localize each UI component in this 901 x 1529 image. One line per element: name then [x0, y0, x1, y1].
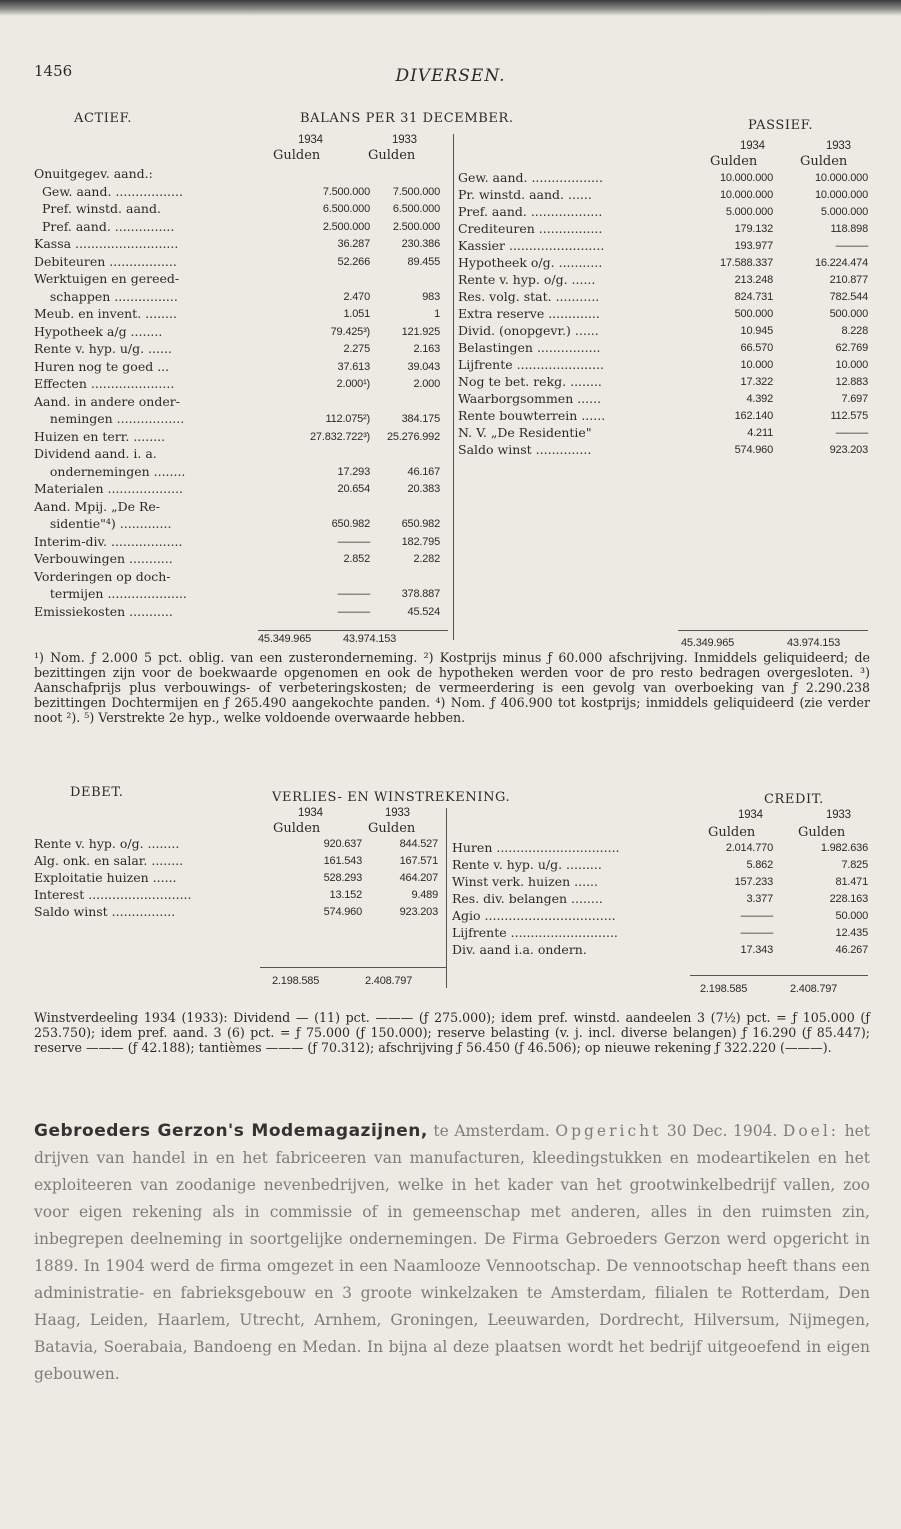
asset-row-value-1933: 7.500.000 [392, 185, 440, 198]
credit-row-label: Res. div. belangen ........ [452, 891, 603, 906]
credit-row-value-1933: 46.267 [835, 944, 868, 956]
asset-row-value-1934: 1.051 [343, 308, 370, 320]
pl-unit-1933: Gulden [368, 821, 416, 836]
asset-row-value-1933: 2.000 [413, 378, 440, 390]
credit-row-label: Agio ................................. [452, 908, 616, 923]
asset-row [34, 446, 440, 462]
asset-row-value-1934: 37.613 [337, 360, 370, 373]
liability-row-label: Kassier ........................ [458, 238, 605, 253]
liability-row [458, 425, 868, 441]
asset-row [34, 236, 440, 252]
liability-row-label: Hypotheek o/g. ........... [458, 255, 603, 270]
debit-row [34, 870, 438, 886]
liability-row-value-1933: 112.575 [830, 410, 868, 422]
liability-row-value-1933: 7.697 [841, 393, 868, 405]
credit-label: CREDIT. [764, 792, 824, 807]
asset-row-label: nemingen ................. [34, 411, 185, 426]
liability-row [458, 306, 868, 322]
asset-row [34, 569, 440, 585]
liability-row-label: Pr. winstd. aand. ...... [458, 187, 592, 202]
liability-row-label: Nog te bet. rekg. ........ [458, 374, 602, 389]
asset-row-label: Kassa .......................... [34, 236, 179, 251]
passief-label: PASSIEF. [748, 118, 814, 133]
unit-1934: Gulden [273, 148, 321, 163]
asset-row-value-1934: ——— [337, 588, 370, 600]
founded-date: 30 Dec. 1904. [661, 1122, 783, 1140]
asset-row [34, 411, 440, 427]
asset-row-value-1934: 7.500.000 [322, 185, 370, 198]
credit-row [452, 891, 868, 907]
liability-row-value-1934: 10.000.000 [719, 189, 773, 201]
asset-row-value-1934: 2.470 [343, 290, 370, 303]
debet-label: DEBET. [70, 785, 124, 800]
company-name: Gebroeders Gerzon's Modemagazijnen, [34, 1121, 428, 1141]
debit-row-label: Exploitatie huizen ...... [34, 870, 177, 885]
asset-row [34, 604, 440, 620]
profit-distribution: Winstverdeeling 1934 (1933): Dividend — (11) pct. ——— (ƒ 275.000); idem pref. winstd. aandeelen 3 (7½) pct. = ƒ 105.000 (ƒ 253.750); idem pref. aand. 3 (6) pct. = ƒ 75.000 (ƒ 150.000); reserve belasting (v. j. incl. diverse belangen) ƒ 16.290 (ƒ 85.447); reserve ——— (ƒ 42.188); tantièmes ——— (ƒ 70.312); afschrijving ƒ 56.450 (ƒ 46.506); op nieuwe rekening ƒ 322.220 (———). [34, 1010, 870, 1055]
asset-row-value-1934: 36.287 [337, 238, 370, 250]
credit-row-value-1933: 228.163 [829, 893, 868, 905]
asset-row-label: Aand. Mpij. „De Re- [34, 498, 161, 514]
liability-row [458, 340, 868, 356]
asset-row-value-1934: 2.500.000 [322, 220, 370, 233]
asset-row [34, 481, 440, 497]
debit-row [34, 853, 438, 869]
company-entry [34, 1118, 870, 1488]
asset-row-label: Werktuigen en gereed- [34, 271, 180, 286]
credit-row-value-1933: 50.000 [835, 910, 868, 922]
debit-row-value-1933: 9.489 [411, 889, 438, 901]
debit-row-value-1934: 528.293 [323, 872, 362, 884]
credit-row-value-1934: 2.014.770 [725, 842, 773, 854]
liability-row-label: Rente v. hyp. o/g. ...... [458, 272, 596, 287]
credit-row-value-1933: 81.471 [835, 876, 868, 888]
pl-unit-1934: Gulden [273, 821, 321, 836]
assets-total-rule [258, 630, 448, 631]
liability-row-value-1934: 4.392 [746, 393, 773, 405]
asset-row [34, 499, 440, 515]
liability-row [458, 170, 868, 186]
liability-row [458, 374, 868, 390]
asset-row-value-1934: 2.000¹) [336, 378, 370, 390]
liability-row-value-1933: 10.000 [835, 359, 868, 371]
credit-row-value-1934: 17.343 [740, 944, 773, 956]
debit-row-label: Rente v. hyp. o/g. ........ [34, 836, 180, 851]
asset-row [34, 376, 440, 392]
asset-row-label: sidentie"⁴) ............. [34, 516, 172, 531]
asset-row-label: Materialen ................... [34, 481, 184, 496]
liability-row-value-1933: 782.544 [829, 291, 868, 303]
assets-total-1933: 43.974.153 [343, 633, 397, 645]
liability-row-value-1933: ——— [835, 240, 868, 252]
credit-row-value-1933: 1.982.636 [820, 842, 868, 854]
liability-row [458, 408, 868, 424]
debit-row-label: Alg. onk. en salar. ........ [34, 853, 184, 868]
debit-row-value-1933: 844.527 [399, 838, 438, 850]
credit-row [452, 874, 868, 890]
liability-row-value-1934: 66.570 [740, 342, 773, 354]
liabilities-total-1933: 43.974.153 [787, 637, 841, 649]
asset-row-label: Onuitgegev. aand.: [34, 166, 153, 181]
asset-row-label: Gew. aand. ................. [34, 183, 183, 199]
asset-row-value-1933: 182.795 [401, 535, 440, 548]
liability-row [458, 221, 868, 237]
liabilities-total-1934: 45.349.965 [681, 637, 735, 649]
asset-row [34, 324, 440, 340]
asset-row [34, 184, 440, 200]
asset-row-value-1933: 25.276.992 [386, 430, 440, 443]
debit-row [34, 904, 438, 920]
year-1934-right: 1934 [740, 140, 765, 152]
asset-row-value-1933: 650.982 [401, 518, 440, 530]
asset-row-label: Verbouwingen ........... [34, 551, 173, 566]
liability-row-value-1934: 193.977 [734, 240, 773, 252]
liability-row-value-1933: ——— [835, 427, 868, 439]
liability-row-label: Saldo winst .............. [458, 442, 592, 457]
credit-row-value-1934: 157.233 [734, 876, 773, 888]
liability-row [458, 187, 868, 203]
debit-total-rule [260, 967, 446, 968]
liability-row-value-1933: 12.883 [835, 376, 868, 388]
asset-row-value-1934: 112.075²) [325, 413, 370, 425]
liability-row-label: Gew. aand. .................. [458, 170, 603, 185]
balance-divider [453, 134, 454, 640]
pl-year-1934: 1934 [298, 807, 323, 819]
asset-row-value-1933: 121.925 [401, 325, 440, 338]
asset-row [34, 429, 440, 445]
asset-row-value-1933: 1 [434, 308, 440, 320]
credit-total-rule [690, 975, 868, 976]
unit-1934-right: Gulden [710, 154, 758, 169]
liability-row-label: Divid. (onopgevr.) ...... [458, 323, 599, 338]
asset-row-value-1933: 2.282 [413, 553, 440, 565]
credit-row-value-1934: ——— [740, 927, 773, 939]
credit-row [452, 908, 868, 924]
asset-row-value-1933: 46.167 [407, 465, 440, 478]
liability-row-value-1933: 8.228 [841, 325, 868, 337]
liability-row-value-1933: 923.203 [829, 444, 868, 456]
asset-row-value-1934: 2.275 [343, 343, 370, 355]
liability-row-value-1934: 500.000 [734, 308, 773, 320]
liability-row-label: Res. volg. stat. ........... [458, 289, 600, 304]
liability-row-value-1934: 17.322 [740, 376, 773, 388]
liability-row-value-1933: 62.769 [835, 342, 868, 354]
credit-row-value-1933: 7.825 [841, 859, 868, 871]
liability-row-value-1934: 574.960 [734, 444, 773, 456]
pl-title: VERLIES- EN WINSTREKENING. [272, 790, 511, 805]
pl-divider [446, 808, 447, 988]
asset-row-value-1933: 6.500.000 [392, 203, 440, 215]
asset-row-value-1934: 17.293 [337, 465, 370, 478]
asset-row-value-1934: 20.654 [337, 483, 370, 495]
credit-row [452, 840, 868, 856]
pl-year-1933-right: 1933 [826, 809, 851, 821]
asset-row [34, 341, 440, 357]
credit-row-value-1933: 12.435 [835, 927, 868, 939]
liability-row [458, 238, 868, 254]
credit-row [452, 857, 868, 873]
asset-row [34, 166, 440, 182]
liability-row-label: Waarborgsommen ...... [458, 391, 602, 406]
debit-row-value-1933: 464.207 [399, 872, 438, 884]
liability-row-value-1934: 10.000 [740, 359, 773, 371]
debit-row-value-1934: 574.960 [323, 906, 362, 918]
year-1934: 1934 [298, 134, 323, 146]
credit-total-1934: 2.198.585 [700, 983, 748, 995]
asset-row-label: Hypotheek a/g ........ [34, 323, 163, 339]
asset-row-label: termijen .................... [34, 586, 187, 601]
asset-row-label: Effecten ..................... [34, 376, 175, 391]
credit-row-label: Rente v. hyp. u/g. ......... [452, 857, 602, 872]
founded-label: Opgericht [555, 1122, 662, 1140]
liability-row-value-1934: 824.731 [734, 291, 773, 303]
liability-row-label: Crediteuren ................ [458, 221, 603, 236]
asset-row [34, 516, 440, 532]
liability-row-label: N. V. „De Residentie" [458, 425, 592, 440]
liability-row-value-1934: 17.588.337 [719, 257, 773, 269]
liability-row [458, 289, 868, 305]
liability-row-label: Extra reserve ............. [458, 306, 600, 321]
pl-unit-1934-right: Gulden [708, 825, 756, 840]
debit-total-1934: 2.198.585 [272, 975, 320, 987]
liability-row-value-1933: 5.000.000 [820, 206, 868, 218]
debit-row-label: Saldo winst ................ [34, 904, 176, 919]
asset-row-value-1933: 45.524 [407, 605, 440, 618]
asset-row-label: Huizen en terr. ........ [34, 428, 166, 444]
asset-row-label: Dividend aand. i. a. [34, 446, 157, 461]
asset-row-value-1933: 2.500.000 [392, 220, 440, 233]
page-number: 1456 [34, 62, 73, 80]
debit-row-value-1934: 13.152 [329, 889, 362, 901]
liability-row-value-1933: 118.898 [830, 223, 868, 235]
debit-total-1933: 2.408.797 [365, 975, 413, 987]
asset-row [34, 289, 440, 305]
asset-row-value-1933: 2.163 [413, 343, 440, 355]
asset-row-label: Huren nog te goed ... [34, 358, 170, 374]
asset-row-value-1933: 983 [422, 290, 440, 303]
liability-row-value-1933: 500.000 [829, 308, 868, 320]
debit-row-value-1933: 923.203 [399, 906, 438, 918]
asset-row-value-1934: 6.500.000 [322, 203, 370, 215]
asset-row [34, 586, 440, 602]
asset-row [34, 306, 440, 322]
credit-row-value-1934: 5.862 [746, 859, 773, 871]
liability-row [458, 323, 868, 339]
asset-row-value-1934: 79.425³) [330, 325, 370, 338]
asset-row-label: Interim-div. .................. [34, 533, 183, 549]
asset-row [34, 551, 440, 567]
liability-row-label: Lijfrente ...................... [458, 357, 605, 372]
asset-row-value-1934: ——— [337, 605, 370, 618]
pl-year-1933: 1933 [385, 807, 410, 819]
asset-row-value-1933: 378.887 [401, 588, 440, 600]
year-1933-right: 1933 [826, 140, 851, 152]
asset-row [34, 359, 440, 375]
liability-row [458, 391, 868, 407]
unit-1933-right: Gulden [800, 154, 848, 169]
liability-row-value-1933: 210.877 [829, 274, 868, 286]
year-1933: 1933 [392, 134, 417, 146]
asset-row-value-1933: 20.383 [407, 483, 440, 495]
liability-row-value-1934: 4.211 [747, 427, 773, 439]
credit-row [452, 942, 868, 958]
credit-row-label: Lijfrente ........................... [452, 925, 618, 940]
asset-row-value-1934: ——— [337, 535, 370, 548]
credit-row-label: Huren ............................... [452, 840, 620, 855]
unit-1933: Gulden [368, 148, 416, 163]
asset-row-label: Rente v. hyp. u/g. ...... [34, 341, 172, 356]
asset-row-value-1933: 230.386 [401, 238, 440, 250]
liability-row [458, 255, 868, 271]
liability-row-value-1933: 10.000.000 [814, 189, 868, 201]
asset-row-value-1934: 52.266 [337, 255, 370, 268]
liabilities-total-rule [678, 630, 868, 631]
credit-row-label: Winst verk. huizen ...... [452, 874, 598, 889]
credit-row-label: Div. aand i.a. ondern. [452, 942, 587, 957]
liability-row [458, 357, 868, 373]
asset-row [34, 201, 440, 217]
liability-row-value-1933: 10.000.000 [814, 172, 868, 184]
company-description: het drijven van handel in en het fabriceeren van manufacturen, kleedingstukken en modeartikelen en het exploiteeren van zoodanige nevenbedrijven, welke in het kader van het grootwinkelbedrijf vallen, zoo voor eigen rekening als in commissie of in gemeenschap met anderen, alles in den ruimsten zin, inbegrepen deelneming in soortgelijke ondernemingen. De Firma Gebroeders Gerzon werd opgericht in 1889. In 1904 werd de firma omgezet in een Naamlooze Vennootschap. De vennootschap heeft thans een administratie- en fabrieksgebouw en 3 groote winkelzaken te Amsterdam, filialen te Rotterdam, Den Haag, Leiden, Haarlem, Utrecht, Arnhem, Groningen, Leeuwarden, Dordrecht, Hilversum, Nijmegen, Batavia, Soerabaia, Bandoeng en Medan. In bijna al deze plaatsen wordt het bedrijf uitgeoefend in eigen gebouwen. [34, 1122, 870, 1383]
liability-row [458, 272, 868, 288]
asset-row-value-1933: 39.043 [407, 360, 440, 373]
asset-row-value-1933: 89.455 [407, 255, 440, 268]
liability-row [458, 204, 868, 220]
asset-row-value-1934: 2.852 [343, 553, 370, 565]
asset-row [34, 534, 440, 550]
scan-edge [0, 0, 901, 16]
pl-unit-1933-right: Gulden [798, 825, 846, 840]
asset-row-label: ondernemingen ........ [34, 463, 186, 479]
liability-row-label: Pref. aand. .................. [458, 204, 603, 219]
running-title: DIVERSEN. [395, 66, 506, 86]
asset-row-value-1933: 384.175 [401, 413, 440, 425]
liability-row-value-1934: 10.000.000 [719, 172, 773, 184]
asset-row-label: Pref. aand. ............... [34, 218, 175, 234]
debit-row [34, 836, 438, 852]
asset-row-value-1934: 27.832.722³) [310, 430, 370, 443]
asset-row-label: Vorderingen op doch- [34, 568, 171, 584]
credit-row [452, 925, 868, 941]
debit-row-value-1933: 167.571 [399, 855, 438, 867]
liability-row-value-1934: 179.132 [734, 223, 773, 235]
pl-year-1934-right: 1934 [738, 809, 763, 821]
asset-row-label: Meub. en invent. ........ [34, 306, 177, 321]
asset-row-label: Aand. in andere onder- [34, 393, 180, 409]
assets-total-1934: 45.349.965 [258, 633, 312, 645]
liability-row-value-1934: 213.248 [734, 274, 773, 286]
credit-row-value-1934: ——— [740, 910, 773, 922]
asset-row-label: Pref. winstd. aand. [34, 201, 161, 216]
company-city: te Amsterdam. [427, 1122, 550, 1140]
asset-row [34, 219, 440, 235]
debit-row-value-1934: 161.543 [323, 855, 362, 867]
liability-row-value-1934: 162.140 [734, 410, 773, 422]
liability-row-value-1934: 5.000.000 [725, 206, 773, 218]
credit-row-value-1934: 3.377 [746, 893, 773, 905]
balance-notes: ¹) Nom. ƒ 2.000 5 pct. oblig. van een zusteronderneming. ²) Kostprijs minus ƒ 60.000 afschrijving. Inmiddels geliquideerd; de bezittingen zijn voor de boekwaarde opgenomen en ook de hypotheken werden voor de pro resto bedragen overgesloten. ³) Aanschafprijs plus verbouwings- of verbeteringskosten; de vermeerdering is een gevolg van overboeking van ƒ 2.290.238 bezittingen Dochtermijen en ƒ 265.490 aangekochte panden. ⁴) Nom. ƒ 406.900 tot kostprijs; inmiddels geliquideerd (zie verder noot ²). ⁵) Verstrekte 2e hyp., welke voldoende overwaarde hebben. [34, 650, 870, 725]
liability-row-label: Belastingen ................ [458, 340, 601, 355]
goal-label: Doel: [782, 1122, 840, 1140]
asset-row [34, 464, 440, 480]
balance-title: BALANS PER 31 DECEMBER. [300, 111, 514, 126]
actief-label: ACTIEF. [74, 111, 132, 126]
credit-total-1933: 2.408.797 [790, 983, 838, 995]
liability-row-label: Rente bouwterrein ...... [458, 408, 606, 423]
liability-row-value-1933: 16.224.474 [814, 257, 868, 269]
asset-row-label: Debiteuren ................. [34, 253, 177, 269]
liability-row [458, 442, 868, 458]
debit-row-value-1934: 920.637 [323, 838, 362, 850]
asset-row-value-1934: 650.982 [331, 518, 370, 530]
asset-row [34, 271, 440, 287]
asset-row [34, 394, 440, 410]
liability-row-value-1934: 10.945 [740, 325, 773, 337]
asset-row [34, 254, 440, 270]
asset-row-label: schappen ................ [34, 288, 178, 304]
debit-row-label: Interest .......................... [34, 887, 192, 902]
asset-row-label: Emissiekosten ........... [34, 603, 173, 619]
debit-row [34, 887, 438, 903]
